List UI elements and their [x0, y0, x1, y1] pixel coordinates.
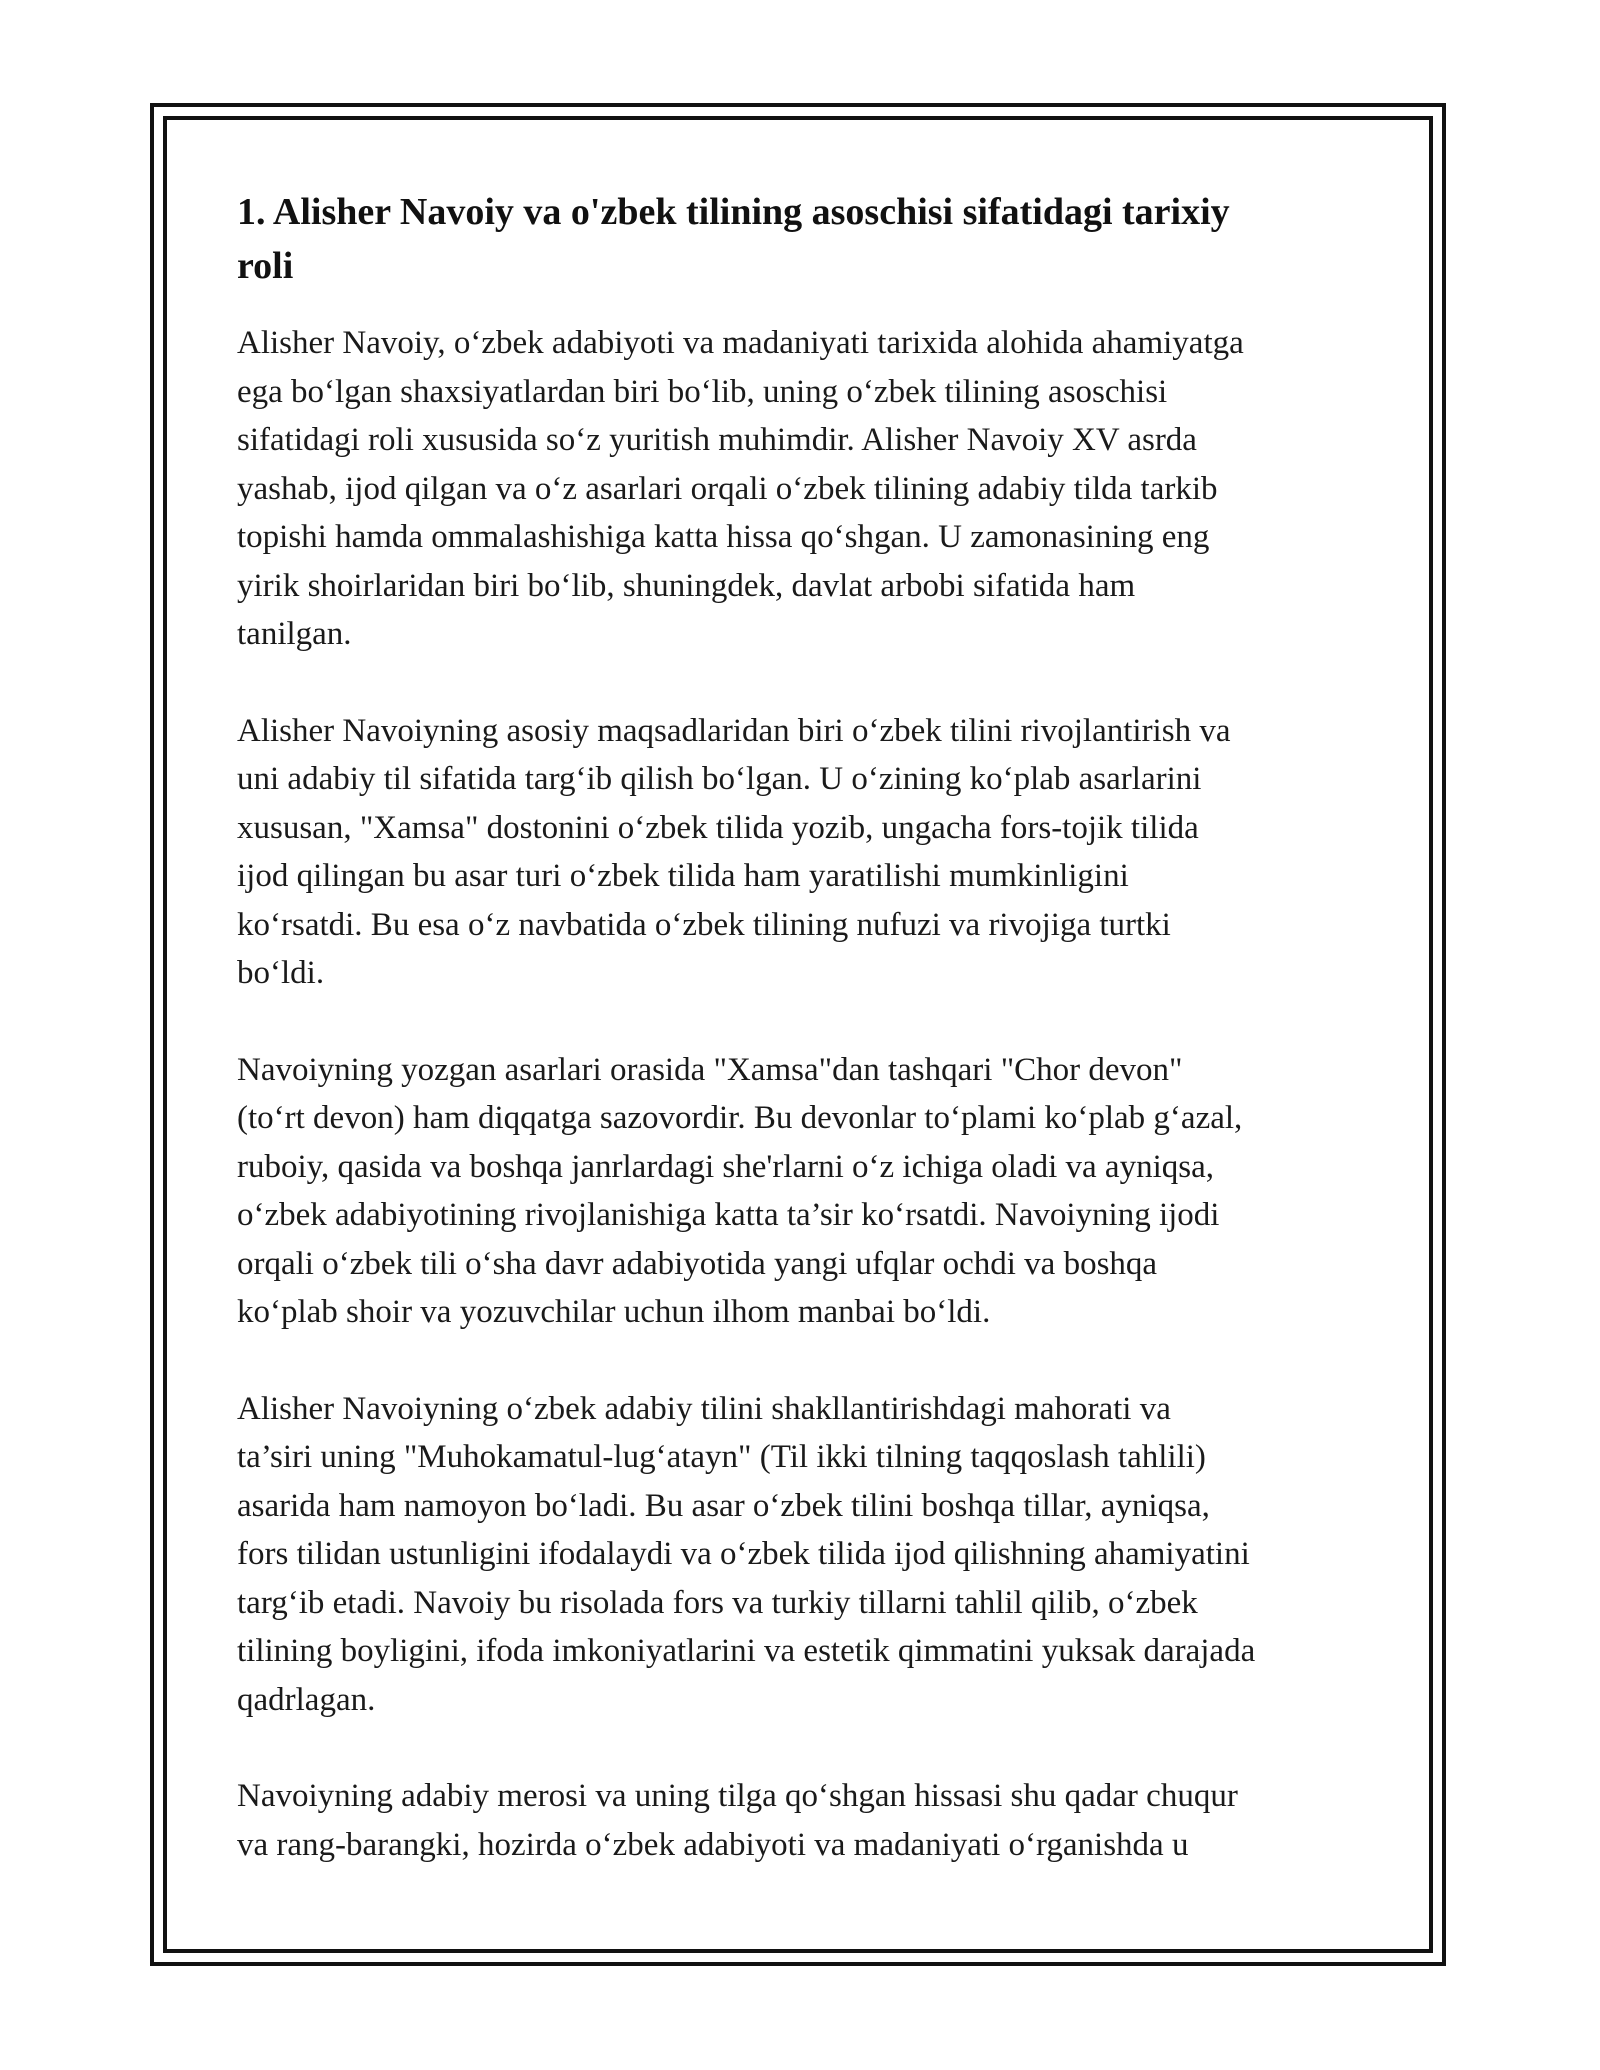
paragraph-1 [237, 319, 1372, 659]
paragraph-4 [237, 1385, 1372, 1725]
text-line: xususan, "Xamsa" dostonini o‘zbek tilida yozib, ungacha fors-tojik tilida [237, 809, 1199, 846]
text-line: ijod qilingan bu asar turi o‘zbek tilida ham yaratilishi mumkinligini [237, 858, 1129, 894]
text-line: uni adabiy til sifatida targ‘ib qilish bo‘lgan. U o‘zining ko‘plab asarlarini [237, 761, 1202, 797]
text-line: tanilgan. [237, 616, 352, 652]
paragraph-5 [237, 1772, 1372, 1869]
text-line: Alisher Navoiy, o‘zbek adabiyoti va madaniyati tarixida alohida ahamiyatga [237, 325, 1244, 361]
text-line: Alisher Navoiyning o‘zbek adabiy tilini shakllantirishdagi mahorati va [237, 1390, 1171, 1427]
text-line: ruboiy, qasida va boshqa janrlardagi she'rlarni o‘z ichiga oladi va ayniqsa, [237, 1148, 1214, 1185]
document-title [237, 185, 1372, 293]
text-line: tilining boyligini, ifoda imkoniyatlarini va estetik qimmatini yuksak darajada [237, 1633, 1256, 1669]
text-line: ko‘plab shoir va yozuvchilar uchun ilhom manbai bo‘ldi. [237, 1294, 991, 1330]
text-line: Alisher Navoiyning asosiy maqsadlaridan biri o‘zbek tilini rivojlantirish va [237, 712, 1231, 749]
title-line: roli [237, 245, 294, 287]
text-line: ega bo‘lgan shaxsiyatlardan biri bo‘lib, uning o‘zbek tilining asoschisi [237, 373, 1168, 410]
text-line: sifatidagi roli xususida so‘z yuritish muhimdir. Alisher Navoiy XV asrda [237, 422, 1197, 458]
text-line: qadrlagan. [237, 1681, 376, 1718]
text-line: ko‘rsatdi. Bu esa o‘z navbatida o‘zbek tilining nufuzi va rivojiga turtki [237, 906, 1171, 943]
text-line: o‘zbek adabiyotining rivojlanishiga katta ta’sir ko‘rsatdi. Navoiyning ijodi [237, 1197, 1220, 1233]
text-line: yashab, ijod qilgan va o‘z asarlari orqali o‘zbek tilining adabiy tilda tarkib [237, 470, 1218, 507]
text-line: Navoiyning yozgan asarlari orasida "Xamsa"dan tashqari "Chor devon" [237, 1051, 1183, 1088]
text-line: targ‘ib etadi. Navoiy bu risolada fors va turkiy tillarni tahlil qilib, o‘zbek [237, 1584, 1198, 1621]
document-body [237, 185, 1372, 1917]
text-line: topishi hamda ommalashishiga katta hissa qo‘shgan. U zamonasining eng [237, 519, 1210, 555]
text-line: ta’siri uning "Muhokamatul-lug‘atayn" (Til ikki tilning taqqoslash tahlili) [237, 1439, 1206, 1475]
text-line: yirik shoirlaridan biri bo‘lib, shuningdek, davlat arbobi sifatida ham [237, 567, 1136, 604]
text-line: Navoiyning adabiy merosi va uning tilga qo‘shgan hissasi shu qadar chuqur [237, 1778, 1238, 1814]
text-line: va rang-barangki, hozirda o‘zbek adabiyoti va madaniyati o‘rganishda u [237, 1826, 1189, 1863]
paragraph-3 [237, 1046, 1372, 1337]
text-line: asarida ham namoyon bo‘ladi. Bu asar o‘zbek tilini boshqa tillar, ayniqsa, [237, 1487, 1210, 1524]
text-line: bo‘ldi. [237, 955, 325, 991]
text-line: (to‘rt devon) ham diqqatga sazovordir. Bu devonlar to‘plami ko‘plab g‘azal, [237, 1100, 1243, 1136]
title-line: 1. Alisher Navoiy va o'zbek tilining asoschisi sifatidagi tarixiy [237, 191, 1230, 233]
text-line: orqali o‘zbek tili o‘sha davr adabiyotida yangi ufqlar ochdi va boshqa [237, 1245, 1158, 1282]
paragraph-2 [237, 707, 1372, 998]
text-line: fors tilidan ustunligini ifodalaydi va o‘zbek tilida ijod qilishning ahamiyatini [237, 1536, 1250, 1572]
